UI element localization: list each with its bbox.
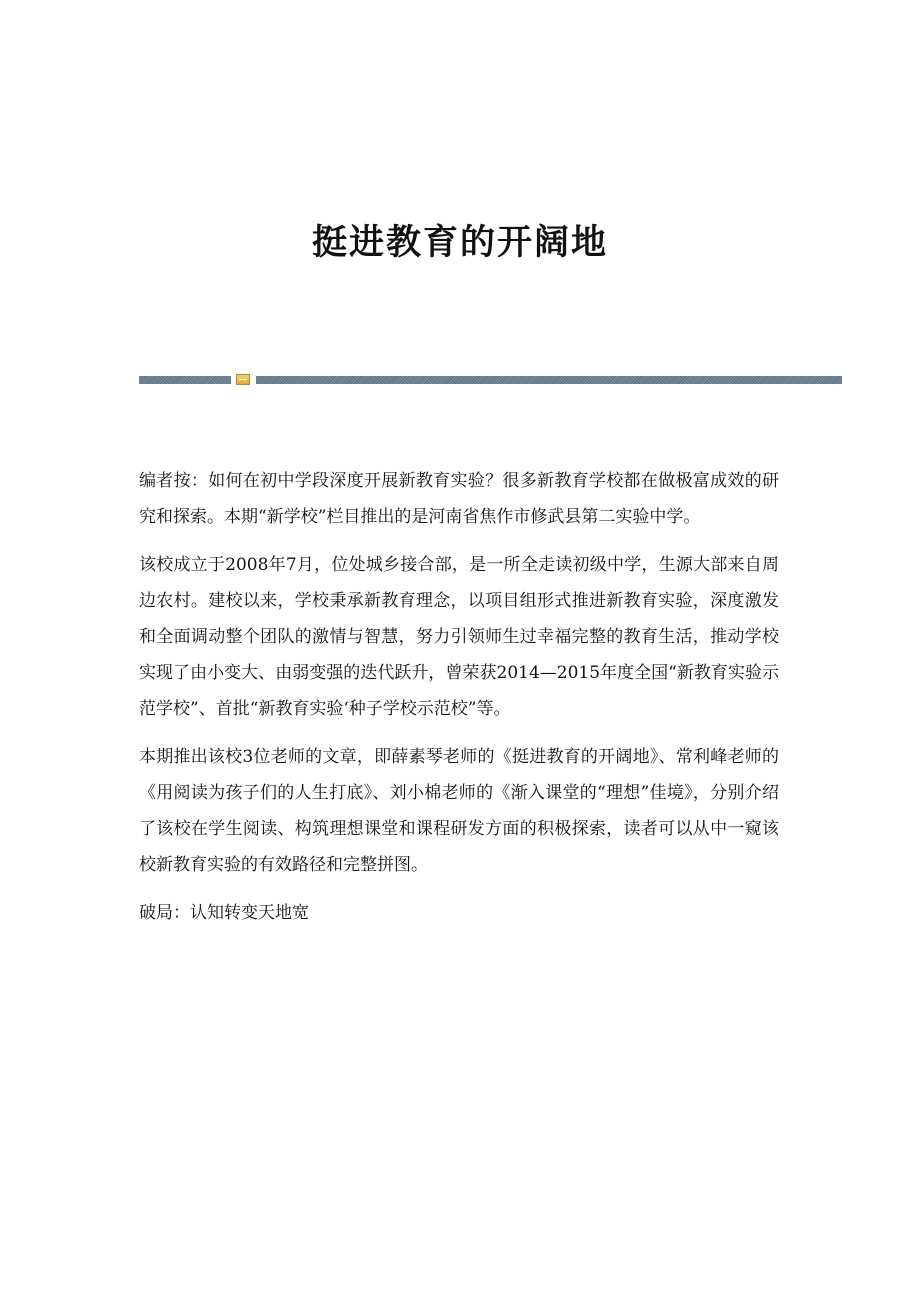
document-title: 挺进教育的开阔地 — [311, 222, 608, 263]
school-intro-paragraph: 该校成立于2008年7月，位处城乡接合部，是一所全走读初级中学，生源大部来自周边农村。建校以来，学校秉承新教育理念，以项目组形式推进新教育实验，深度激发和全面调动整个团队的激情与智慧，努力引领师生过幸福完整的教育生活，推动学校实现了由小变大、由弱变强的迭代跃升，曾荣获2014—2015年度全国“新教育实验示范学校”、首批“新教育实验‘种子学校示范校”等。 — [139, 555, 779, 719]
article-body — [139, 463, 779, 943]
editor-note-paragraph: 编者按：如何在初中学段深度开展新教育实验？很多新教育学校都在做极富成效的研究和探索。本期“新学校”栏目推出的是河南省焦作市修武县第二实验中学。 — [139, 471, 779, 527]
title-divider — [139, 374, 842, 386]
divider-bar-right — [256, 376, 842, 384]
divider-bar-left — [139, 376, 231, 384]
envelope-icon — [236, 374, 250, 385]
articles-intro-paragraph: 本期推出该校3位老师的文章，即薛素琴老师的《挺进教育的开阔地》、常利峰老师的《用阅读为孩子们的人生打底》、刘小棉老师的《渐入课堂的“理想”佳境》，分别介绍了该校在学生阅读、构筑理想课堂和课程研发方面的积极探索，读者可以从中一窥该校新教育实验的有效路径和完整拼图。 — [139, 747, 779, 875]
section-heading: 破局：认知转变天地宽 — [139, 903, 309, 923]
